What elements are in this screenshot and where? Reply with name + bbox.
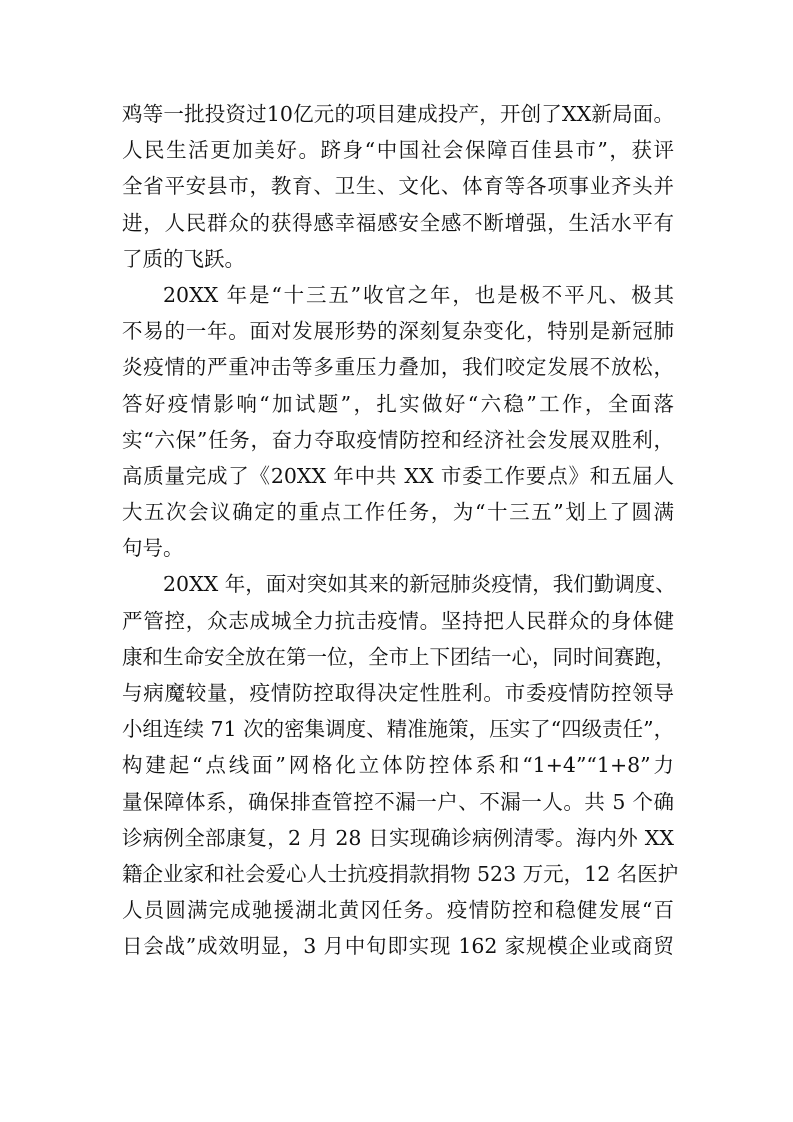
text-line: 答好疫情影响“加试题”，扎实做好“六稳”工作，全面落: [122, 391, 674, 416]
text-line: 鸡等一批投资过10亿元的项目建成投产，开创了XX新局面。: [122, 102, 674, 126]
text-line: 大五次会议确定的重点工作任务，为“十三五”划上了圆满: [122, 500, 674, 525]
text-line: 构建起“点线面”网格化立体防控体系和“1+4”“1+8”力: [122, 753, 674, 778]
text-line: 与病魔较量，疫情防控取得决定性胜利。市委疫情防控领导: [122, 681, 674, 705]
text-line: 人员圆满完成驰援湖北黄冈任务。疫情防控和稳健发展“百: [122, 898, 674, 923]
text-line: 炎疫情的严重冲击等多重压力叠加，我们咬定发展不放松，: [122, 355, 674, 380]
text-line: 全省平安县市，教育、卫生、文化、体育等各项事业齐头并: [122, 174, 674, 199]
text-line: 康和生命安全放在第一位，全市上下团结一心，同时间赛跑，: [122, 644, 676, 669]
document-page: [122, 96, 679, 965]
text-line: 了质的飞跃。: [122, 246, 245, 271]
text-line: 日会战”成效明显，3 月中旬即实现 162 家规模企业或商贸: [122, 934, 674, 959]
text-line: 高质量完成了《20XX 年中共 XX 市委工作要点》和五届人: [122, 463, 674, 488]
text-line: 量保障体系，确保排查管控不漏一户、不漏一人。共 5 个确: [122, 789, 674, 814]
text-line: 句号。: [122, 536, 184, 561]
text-line: 进，人民群众的获得感幸福感安全感不断增强，生活水平有: [122, 210, 674, 235]
paragraph-1: [122, 96, 674, 277]
text-line: 实“六保”任务，奋力夺取疫情防控和经济社会发展双胜利，: [122, 427, 674, 452]
text-line: 籍企业家和社会爱心人士抗疫捐款捐物 523 万元，12 名医护: [122, 861, 679, 886]
paragraph-3: [122, 566, 679, 964]
text-line: 诊病例全部康复，2 月 28 日实现确诊病例清零。海内外 XX: [122, 825, 674, 850]
text-line: 20XX 年是“十三五”收官之年，也是极不平凡、极其: [163, 282, 674, 307]
text-line: 人民生活更加美好。跻身“中国社会保障百佳县市”，获评: [122, 138, 674, 163]
text-line: 严管控，众志成城全力抗击疫情。坚持把人民群众的身体健: [122, 608, 674, 633]
paragraph-2: [122, 277, 674, 567]
text-line: 不易的一年。面对发展形势的深刻复杂变化，特别是新冠肺: [122, 319, 674, 344]
text-line: 20XX 年，面对突如其来的新冠肺炎疫情，我们勤调度、: [163, 572, 676, 597]
text-line: 小组连续 71 次的密集调度、精准施策，压实了“四级责任”，: [122, 717, 675, 742]
